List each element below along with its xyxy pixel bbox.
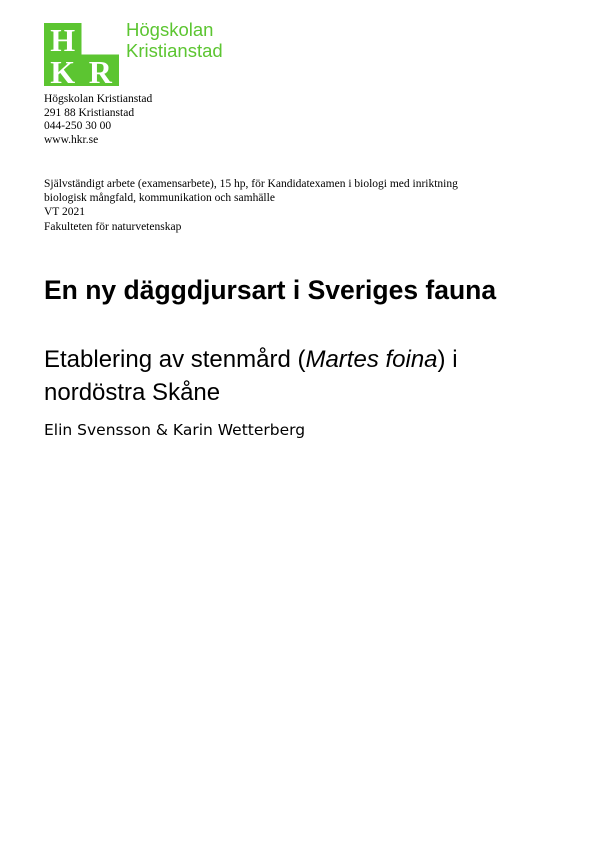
- subtitle-species: Martes foina: [305, 346, 438, 373]
- thesis-meta: [44, 177, 458, 234]
- logo-wordmark: [126, 19, 223, 61]
- logo-name-line2: Kristianstad: [126, 40, 223, 61]
- logo-letter-h: H: [50, 23, 76, 58]
- page-subtitle: [44, 343, 564, 409]
- address-line2: 291 88 Kristianstad: [44, 106, 135, 119]
- meta-line2: biologisk mångfald, kommunikation och samhälle: [44, 192, 275, 205]
- address-line3: 044-250 30 00: [44, 120, 112, 133]
- subtitle-before: Etablering av stenmård (: [44, 346, 306, 373]
- hkr-logo: [44, 23, 119, 86]
- logo-letter-r: R: [88, 54, 112, 86]
- logo-letter-k: K: [50, 54, 76, 86]
- meta-line1: Självständigt arbete (examensarbete), 15 hp, för Kandidatexamen i biologi med inriktning: [44, 178, 458, 190]
- meta-line3: VT 2021: [44, 206, 85, 219]
- meta-line4: Fakulteten för naturvetenskap: [44, 220, 182, 233]
- authors: Elin Svensson & Karin Wetterberg: [44, 421, 306, 439]
- logo-name-line1: Högskolan: [126, 19, 214, 40]
- address-block: [44, 93, 152, 147]
- address-line1: Högskolan Kristianstad: [44, 93, 153, 105]
- address-line4: www.hkr.se: [44, 133, 99, 146]
- page-title: En ny däggdjursart i Sveriges fauna: [44, 275, 497, 305]
- subtitle-after: ) i nordöstra Skåne: [44, 346, 458, 406]
